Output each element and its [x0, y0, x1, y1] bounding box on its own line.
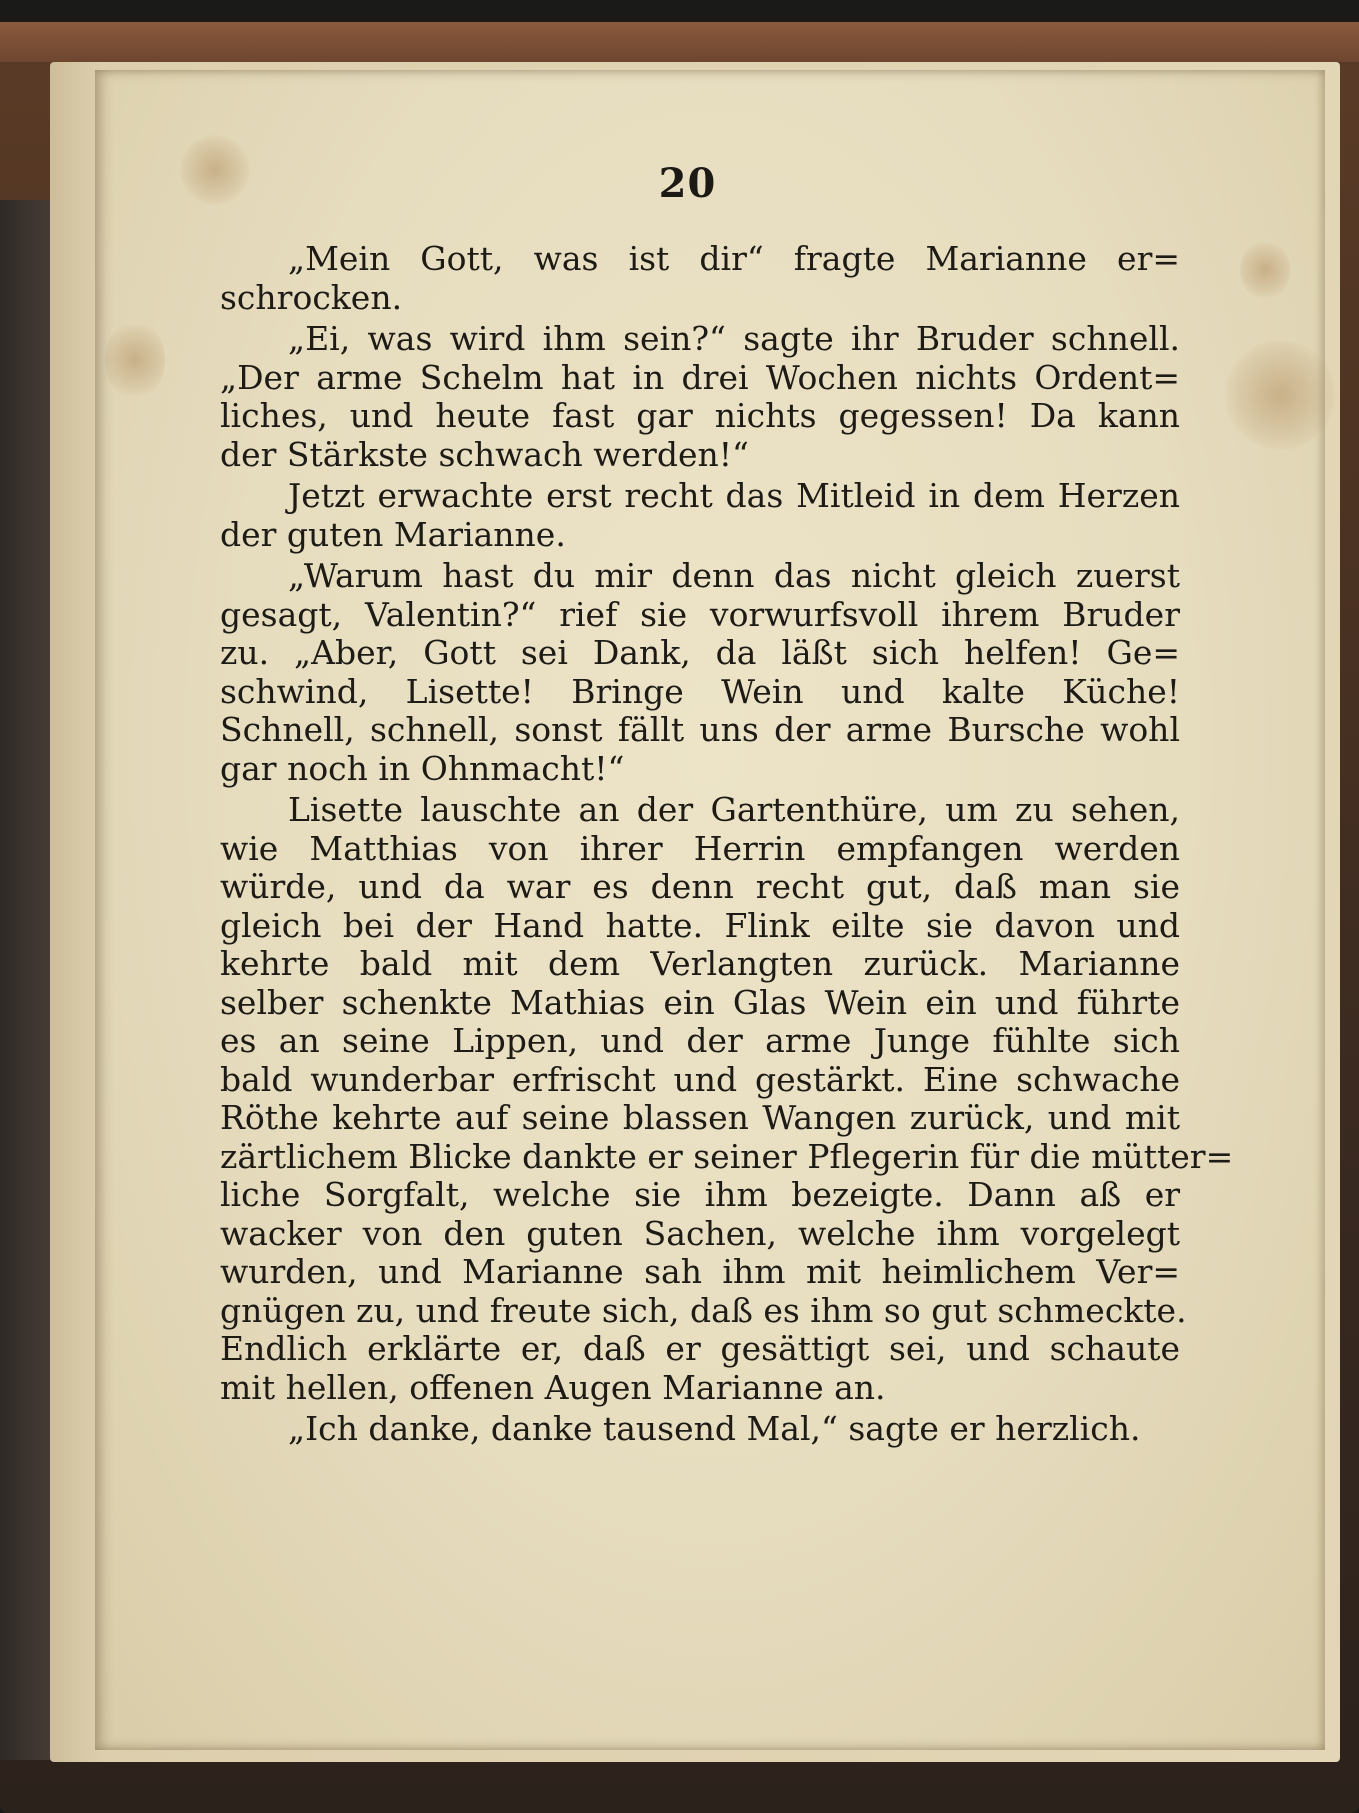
page-number: 20: [658, 160, 717, 207]
paragraph: [220, 240, 1180, 317]
text-line: „Warum hast du mir denn das nicht gleich zuerst: [288, 556, 1180, 595]
text-line: mit hellen, offenen Augen Marianne an.: [220, 1367, 886, 1407]
text-line: zu. „Aber, Gott sei Dank, da läßt sich helfen! Ge=: [220, 633, 1180, 672]
text-line: Schnell, schnell, sonst fällt uns der arme Bursche wohl: [220, 710, 1180, 749]
text-line: liches, und heute fast gar nichts gegessen! Da kann: [220, 396, 1180, 435]
text-line: zärtlichem Blicke dankte er seiner Pflegerin für die mütter=: [220, 1136, 1234, 1176]
text-line: selber schenkte Mathias ein Glas Wein ein und führte: [220, 982, 1180, 1022]
text-line: „Der arme Schelm hat in drei Wochen nichts Ordent=: [220, 357, 1180, 397]
paragraph: [220, 1410, 1180, 1449]
text-line: schrocken.: [220, 277, 403, 317]
paragraph: [220, 557, 1180, 788]
text-line: gnügen zu, und freute sich, daß es ihm so gut schmeckte.: [220, 1290, 1187, 1330]
text-line: „Ei, was wird ihm sein?“ sagte ihr Bruder schnell.: [288, 319, 1180, 358]
text-line: gesagt, Valentin?“ rief sie vorwurfsvoll ihrem Bruder: [220, 594, 1180, 634]
foxing-stain: [105, 320, 165, 400]
paragraph: [220, 790, 1234, 1407]
text-line: der Stärkste schwach werden!“: [220, 434, 749, 474]
text-line: Lisette lauschte an der Gartenthüre, um zu sehen,: [288, 790, 1180, 829]
text-line: „Mein Gott, was ist dir“ fragte Marianne er=: [288, 239, 1180, 278]
text-line: schwind, Lisette! Bringe Wein und kalte Küche!: [220, 671, 1180, 711]
text-line: würde, und da war es denn recht gut, daß man sie: [220, 867, 1180, 906]
text-line: der guten Marianne.: [220, 514, 566, 554]
text-line: wie Matthias von ihrer Herrin empfangen werden: [220, 828, 1180, 868]
book-cover-edge: [0, 22, 1359, 62]
text-line: Röthe kehrte auf seine blassen Wangen zurück, und mit: [220, 1098, 1180, 1137]
foxing-stain: [1240, 240, 1290, 300]
text-line: kehrte bald mit dem Verlangten zurück. Marianne: [220, 944, 1180, 983]
text-line: es an seine Lippen, und der arme Junge fühlte sich: [220, 1021, 1180, 1060]
text-line: wacker von den guten Sachen, welche ihm vorgelegt: [220, 1213, 1180, 1253]
text-line: gleich bei der Hand hatte. Flink eilte sie davon und: [220, 905, 1180, 945]
text-line: gar noch in Ohnmacht!“: [220, 748, 625, 788]
page-text: [220, 239, 1234, 1452]
text-line: Jetzt erwachte erst recht das Mitleid in dem Herzen: [288, 476, 1180, 515]
text-line: „Ich danke, danke tausend Mal,“ sagte er herzlich.: [288, 1409, 1141, 1448]
paragraph: [220, 320, 1180, 474]
text-line: wurden, und Marianne sah ihm mit heimlichem Ver=: [220, 1252, 1180, 1291]
text-line: bald wunderbar erfrischt und gestärkt. Eine schwache: [220, 1059, 1180, 1099]
foxing-stain: [1225, 340, 1335, 450]
text-line: liche Sorgfalt, welche sie ihm bezeigte. Dann aß er: [220, 1175, 1180, 1214]
text-line: Endlich erklärte er, daß er gesättigt sei, und schaute: [220, 1329, 1180, 1368]
paragraph: [220, 477, 1180, 554]
